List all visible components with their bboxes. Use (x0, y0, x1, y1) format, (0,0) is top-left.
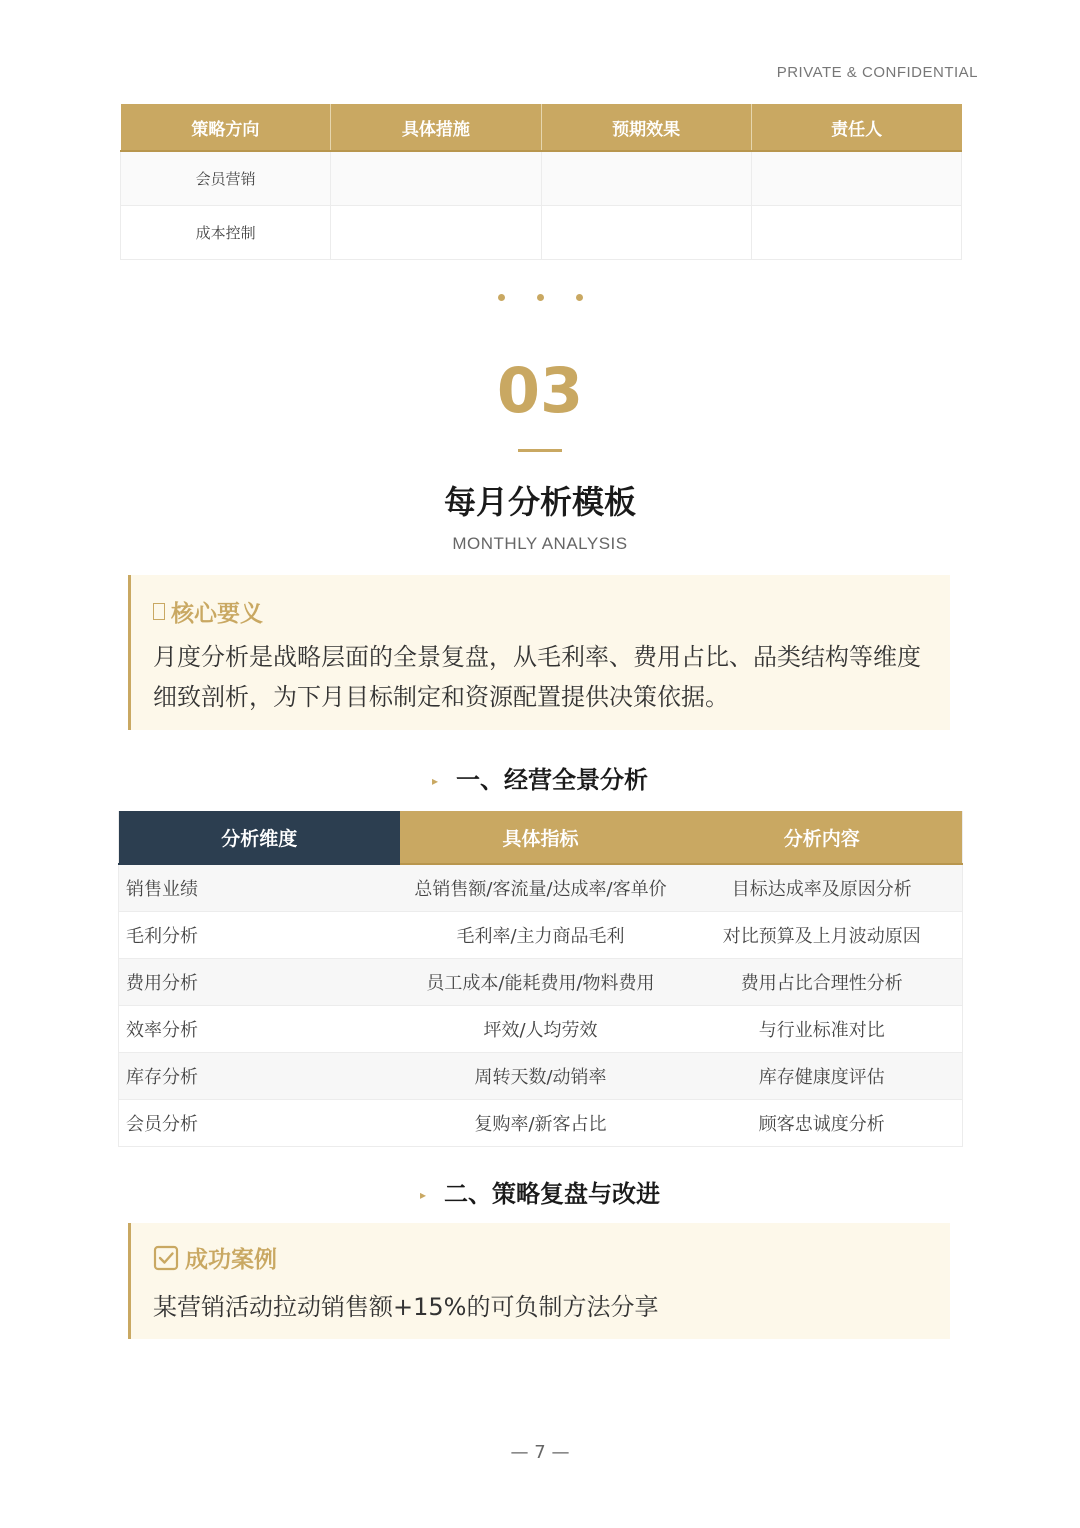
strategy-table (120, 104, 962, 260)
table-row (119, 864, 963, 912)
page-number: — 7 — (510, 1442, 570, 1463)
subsection-title: 一、经营全景分析 (456, 766, 649, 794)
table-cell (331, 206, 541, 260)
table-cell: 坪效/人均劳效 (400, 1006, 682, 1053)
table-header: 分析维度 (119, 811, 400, 864)
table-header: 具体措施 (331, 104, 541, 151)
square-icon (153, 603, 165, 620)
subsection-heading (0, 760, 1080, 795)
table-row (119, 1006, 963, 1053)
table-cell (541, 151, 751, 206)
section-number: 03 (496, 354, 584, 427)
section-subtitle: MONTHLY ANALYSIS (452, 534, 628, 553)
analysis-table (118, 811, 963, 1147)
table-cell: 对比预算及上月波动原因 (682, 912, 963, 959)
table-cell: 毛利分析 (119, 912, 400, 959)
table-cell: 会员分析 (119, 1100, 400, 1147)
table-cell: 会员营销 (121, 151, 331, 206)
callout-heading (153, 1241, 277, 1274)
table-cell (751, 151, 961, 206)
callout-heading-text: 核心要义 (171, 601, 263, 627)
table-cell (751, 206, 961, 260)
table-row (121, 151, 962, 206)
table-row (119, 1100, 963, 1147)
table-cell: 总销售额/客流量/达成率/客单价 (400, 864, 682, 912)
table-cell: 效率分析 (119, 1006, 400, 1053)
subsection-heading (0, 1174, 1080, 1209)
section-underline (518, 449, 562, 452)
table-row (121, 206, 962, 260)
triangle-icon: ▸ (419, 1188, 427, 1202)
section-title: 每月分析模板 (443, 483, 636, 521)
table-row (119, 1053, 963, 1100)
callout-heading (153, 595, 263, 628)
table-cell: 库存健康度评估 (682, 1053, 963, 1100)
dot (576, 294, 583, 301)
table-cell: 复购率/新客占比 (400, 1100, 682, 1147)
table-cell (541, 206, 751, 260)
triangle-icon: ▸ (431, 774, 439, 788)
table-cell: 库存分析 (119, 1053, 400, 1100)
table-header: 分析内容 (682, 811, 963, 864)
case-callout (128, 1223, 950, 1339)
subsection-title: 二、策略复盘与改进 (444, 1180, 661, 1208)
table-header: 策略方向 (121, 104, 331, 151)
table-cell: 目标达成率及原因分析 (682, 864, 963, 912)
callout-heading-text: 成功案例 (185, 1247, 277, 1273)
table-header: 预期效果 (541, 104, 751, 151)
callout-text: 月度分析是战略层面的全景复盘，从毛利率、费用占比、品类结构等维度细致剖析，为下月目标制定和资源配置提供决策依据。 (153, 643, 921, 711)
table-cell: 员工成本/能耗费用/物料费用 (400, 959, 682, 1006)
table-cell: 成本控制 (121, 206, 331, 260)
checkbox-icon (153, 1245, 179, 1271)
dot (537, 294, 544, 301)
section-divider-dots (0, 294, 1080, 302)
table-cell: 与行业标准对比 (682, 1006, 963, 1053)
table-cell: 销售业绩 (119, 864, 400, 912)
table-row (119, 959, 963, 1006)
table-cell: 顾客忠诚度分析 (682, 1100, 963, 1147)
confidential-label: PRIVATE & CONFIDENTIAL (776, 64, 978, 81)
dot (498, 294, 505, 301)
table-cell: 费用占比合理性分析 (682, 959, 963, 1006)
table-cell: 毛利率/主力商品毛利 (400, 912, 682, 959)
table-row (119, 912, 963, 959)
table-header: 具体指标 (400, 811, 682, 864)
callout-text: 某营销活动拉动销售额+15%的可负制方法分享 (153, 1293, 659, 1321)
core-callout (128, 575, 950, 730)
table-cell: 费用分析 (119, 959, 400, 1006)
table-cell (331, 151, 541, 206)
table-header: 责任人 (751, 104, 961, 151)
table-cell: 周转天数/动销率 (400, 1053, 682, 1100)
